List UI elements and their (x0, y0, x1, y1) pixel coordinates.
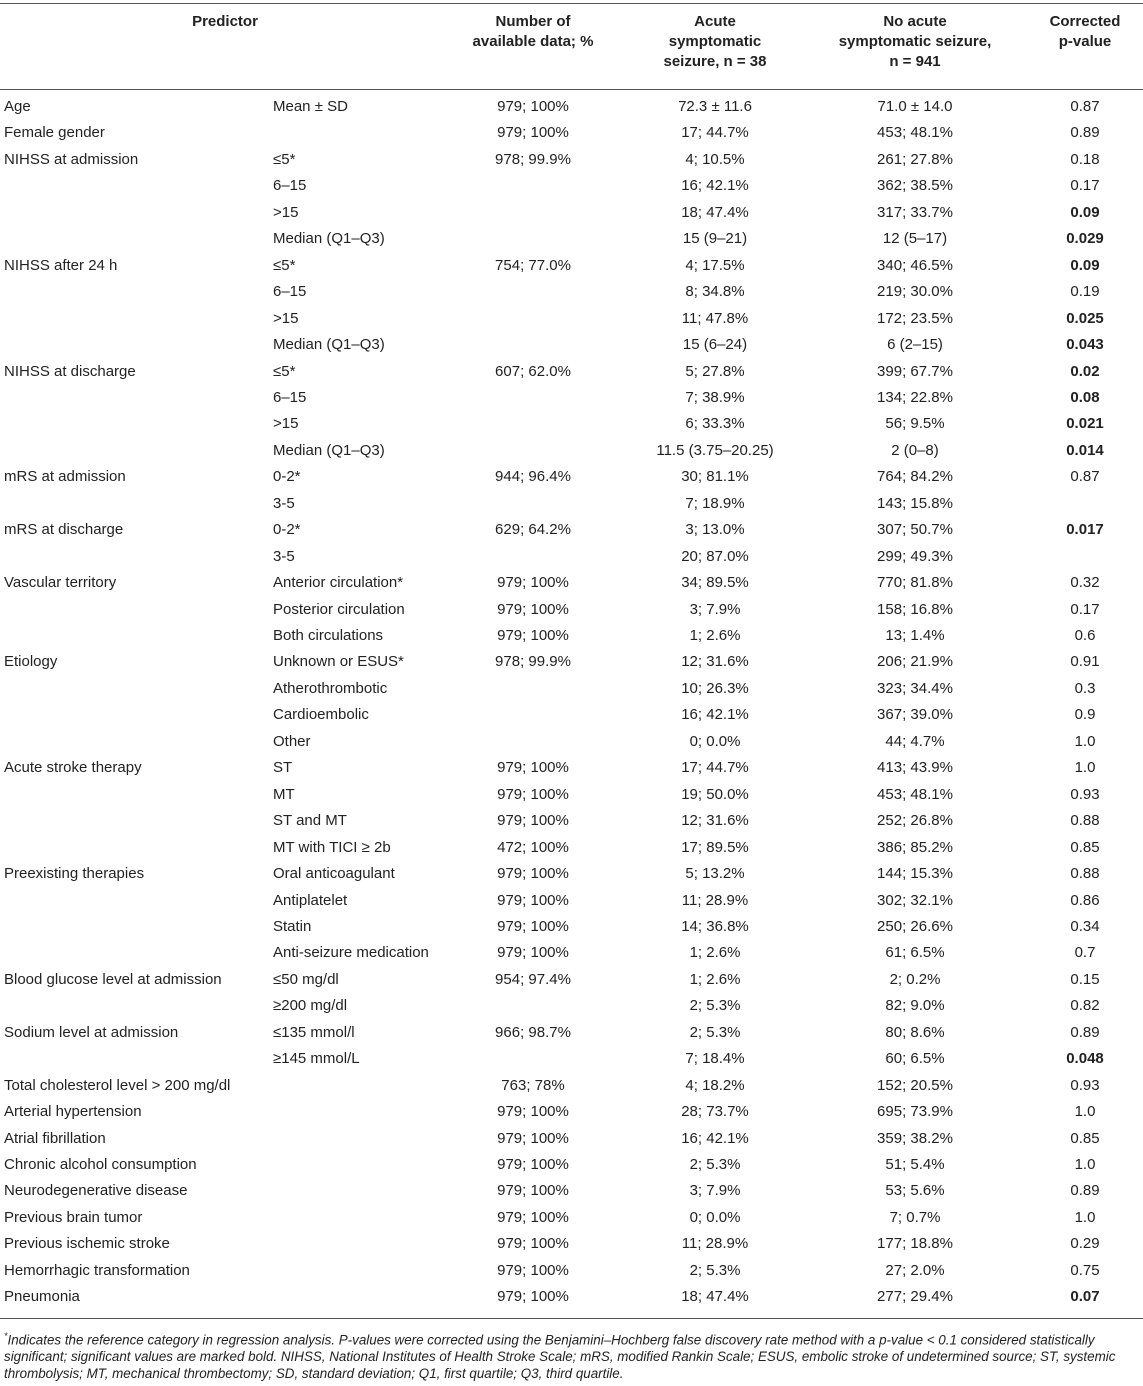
cell-pvalue: 0.17 (1070, 600, 1100, 618)
cell-category: Unknown or ESUS* (273, 653, 404, 671)
cell-acute: 3; 7.9% (689, 1182, 741, 1200)
cell-acute: 17; 44.7% (681, 759, 749, 777)
cell-category: ≤5* (273, 362, 296, 380)
cell-acute: 17; 89.5% (681, 838, 749, 856)
header-pvalue (1030, 12, 1140, 52)
table-row (0, 1076, 1143, 1102)
header-no-acute-line2: symptomatic seizure, (838, 33, 992, 50)
cell-no-acute: 453; 48.1% (877, 785, 953, 803)
cell-no-acute: 27; 2.0% (885, 1261, 945, 1279)
cell-predictor: Preexisting therapies (4, 865, 145, 883)
header-acute-line2: symptomatic (668, 33, 762, 50)
cell-predictor: Acute stroke therapy (4, 759, 142, 777)
cell-predictor: Pneumonia (4, 1288, 80, 1306)
table-row (0, 1129, 1143, 1155)
cell-category: Anti-seizure medication (273, 944, 429, 962)
cell-category: Atherothrombotic (273, 679, 388, 697)
cell-pvalue: 0.93 (1070, 1076, 1100, 1094)
cell-acute: 15 (9–21) (682, 230, 748, 248)
footnote-marker: * (4, 1331, 8, 1341)
cell-available: 979; 100% (497, 891, 569, 909)
cell-available: 979; 100% (497, 1129, 569, 1147)
cell-pvalue: 0.08 (1070, 388, 1100, 406)
table-row (0, 970, 1143, 996)
cell-no-acute: 386; 85.2% (877, 838, 953, 856)
table-row (0, 838, 1143, 864)
table-row (0, 626, 1143, 652)
table-row (0, 1261, 1143, 1287)
cell-available: 979; 100% (497, 865, 569, 883)
cell-acute: 16; 42.1% (681, 177, 749, 195)
cell-category: ≤5* (273, 150, 296, 168)
cell-pvalue: 1.0 (1074, 732, 1096, 750)
cell-predictor: Total cholesterol level > 200 mg/dl (4, 1076, 231, 1094)
table-row (0, 520, 1143, 546)
cell-no-acute: 2 (0–8) (891, 441, 939, 459)
cell-category: Median (Q1–Q3) (273, 441, 385, 459)
cell-no-acute: 219; 30.0% (877, 283, 953, 301)
cell-acute: 11.5 (3.75–20.25) (656, 441, 774, 459)
cell-pvalue: 0.88 (1070, 812, 1100, 830)
table-row (0, 1181, 1143, 1207)
table-row (0, 547, 1143, 573)
cell-pvalue: 0.025 (1066, 309, 1104, 327)
cell-pvalue: 0.82 (1070, 997, 1100, 1015)
cell-pvalue: 0.89 (1070, 124, 1100, 142)
cell-no-acute: 56; 9.5% (885, 415, 945, 433)
cell-no-acute: 399; 67.7% (877, 362, 953, 380)
table-row (0, 943, 1143, 969)
cell-no-acute: 158; 16.8% (877, 600, 953, 618)
cell-acute: 0; 0.0% (689, 1208, 741, 1226)
cell-acute: 30; 81.1% (681, 468, 749, 486)
cell-no-acute: 172; 23.5% (877, 309, 953, 327)
cell-available: 979; 100% (497, 1235, 569, 1253)
cell-available: 944; 96.4% (495, 468, 571, 486)
cell-category: 6–15 (273, 388, 307, 406)
table-row (0, 732, 1143, 758)
cell-pvalue: 0.014 (1066, 441, 1104, 459)
cell-no-acute: 82; 9.0% (885, 997, 945, 1015)
cell-predictor: Atrial fibrillation (4, 1129, 106, 1147)
table-row (0, 679, 1143, 705)
cell-category: 3-5 (273, 547, 295, 565)
cell-acute: 3; 13.0% (685, 521, 745, 539)
cell-available: 472; 100% (497, 838, 569, 856)
cell-category: Antiplatelet (273, 891, 348, 909)
table-row (0, 362, 1143, 388)
cell-predictor: NIHSS at discharge (4, 362, 136, 380)
cell-no-acute: 53; 5.6% (885, 1182, 945, 1200)
table-row (0, 1208, 1143, 1234)
cell-acute: 20; 87.0% (681, 547, 749, 565)
cell-no-acute: 51; 5.4% (885, 1156, 945, 1173)
cell-no-acute: 152; 20.5% (877, 1076, 953, 1094)
header-no-acute-line1: No acute (883, 13, 947, 30)
cell-no-acute: 362; 38.5% (877, 177, 953, 195)
table-row (0, 1155, 1143, 1181)
cell-pvalue: 0.7 (1074, 944, 1096, 962)
cell-pvalue: 0.85 (1070, 1129, 1100, 1147)
cell-acute: 18; 47.4% (681, 1288, 749, 1306)
cell-no-acute: 7; 0.7% (889, 1208, 941, 1226)
table-row (0, 97, 1143, 123)
cell-no-acute: 359; 38.2% (877, 1129, 953, 1147)
cell-pvalue: 0.029 (1066, 230, 1104, 248)
cell-no-acute: 143; 15.8% (877, 494, 953, 512)
cell-acute: 2; 5.3% (689, 1261, 741, 1279)
cell-category: Median (Q1–Q3) (273, 230, 385, 248)
cell-available: 763; 78% (501, 1076, 565, 1094)
cell-no-acute: 71.0 ± 14.0 (877, 98, 953, 115)
cell-acute: 7; 38.9% (685, 388, 745, 406)
header-predictor (150, 12, 300, 32)
cell-predictor: Arterial hypertension (4, 1103, 142, 1121)
table-row (0, 652, 1143, 678)
table-row (0, 600, 1143, 626)
cell-acute: 2; 5.3% (689, 997, 741, 1015)
table-row (0, 996, 1143, 1022)
cell-available: 979; 100% (497, 600, 569, 618)
cell-category: Median (Q1–Q3) (273, 336, 385, 354)
cell-category: >15 (273, 415, 299, 433)
table-row (0, 864, 1143, 890)
cell-predictor: Etiology (4, 653, 58, 671)
cell-available: 979; 100% (497, 917, 569, 935)
cell-no-acute: 770; 81.8% (877, 574, 953, 592)
table-row (0, 917, 1143, 943)
cell-category: 0-2* (273, 521, 301, 539)
cell-available: 979; 100% (497, 944, 569, 962)
cell-available: 979; 100% (497, 785, 569, 803)
cell-available: 979; 100% (497, 124, 569, 142)
header-no-acute (825, 12, 1005, 72)
cell-predictor: NIHSS after 24 h (4, 256, 118, 274)
cell-acute: 19; 50.0% (681, 785, 749, 803)
cell-acute: 11; 28.9% (681, 891, 749, 909)
cell-acute: 2; 5.3% (689, 1023, 741, 1041)
header-no-acute-line3: n = 941 (889, 53, 941, 70)
table-top-rule (0, 3, 1143, 4)
cell-acute: 16; 42.1% (681, 706, 749, 724)
table-row (0, 176, 1143, 202)
cell-no-acute: 206; 21.9% (877, 653, 953, 671)
cell-pvalue: 0.85 (1070, 838, 1100, 856)
cell-no-acute: 250; 26.6% (877, 917, 953, 935)
cell-acute: 16; 42.1% (681, 1129, 749, 1147)
table-bottom-rule (0, 1318, 1143, 1319)
cell-no-acute: 134; 22.8% (877, 388, 953, 406)
cell-category: 0-2* (273, 468, 301, 486)
cell-no-acute: 695; 73.9% (877, 1103, 953, 1121)
cell-category: >15 (273, 309, 299, 327)
cell-category: Both circulations (273, 627, 384, 644)
cell-category: MT with TICI ≥ 2b (273, 838, 391, 856)
cell-no-acute: 453; 48.1% (877, 124, 953, 142)
cell-pvalue: 0.29 (1070, 1235, 1100, 1253)
cell-category: ≤135 mmol/l (273, 1023, 355, 1041)
cell-available: 979; 100% (497, 1288, 569, 1306)
cell-pvalue: 0.09 (1070, 203, 1100, 221)
cell-acute: 14; 36.8% (681, 917, 749, 935)
table-row (0, 203, 1143, 229)
cell-acute: 18; 47.4% (681, 203, 749, 221)
cell-category: Oral anticoagulant (273, 865, 395, 883)
cell-acute: 1; 2.6% (689, 944, 741, 962)
cell-acute: 1; 2.6% (689, 627, 741, 644)
cell-acute: 4; 17.5% (685, 256, 745, 274)
cell-category: Posterior circulation (273, 600, 405, 618)
cell-acute: 7; 18.9% (685, 494, 745, 512)
header-bottom-rule (0, 89, 1143, 90)
cell-acute: 17; 44.7% (681, 124, 749, 142)
cell-category: MT (273, 785, 295, 803)
cell-pvalue: 0.15 (1070, 970, 1100, 988)
cell-no-acute: 302; 32.1% (877, 891, 953, 909)
cell-category: Anterior circulation* (273, 574, 404, 592)
cell-acute: 2; 5.3% (689, 1156, 741, 1173)
cell-category: >15 (273, 203, 299, 221)
cell-available: 979; 100% (497, 98, 569, 115)
cell-acute: 11; 28.9% (681, 1235, 749, 1253)
cell-acute: 0; 0.0% (689, 732, 741, 750)
table-row (0, 705, 1143, 731)
cell-pvalue: 0.09 (1070, 256, 1100, 274)
cell-acute: 28; 73.7% (681, 1103, 749, 1121)
cell-available: 979; 100% (497, 1182, 569, 1200)
cell-no-acute: 6 (2–15) (887, 336, 943, 354)
cell-acute: 11; 47.8% (681, 309, 749, 327)
cell-pvalue: 0.75 (1070, 1261, 1100, 1279)
cell-predictor: Hemorrhagic transformation (4, 1261, 190, 1279)
cell-acute: 5; 27.8% (685, 362, 745, 380)
cell-no-acute: 277; 29.4% (877, 1288, 953, 1306)
header-predictor-label: Predictor (192, 13, 258, 30)
table-row (0, 388, 1143, 414)
cell-category: ≥200 mg/dl (273, 997, 348, 1015)
header-available-line1: Number of (495, 13, 571, 30)
cell-category: ST and MT (273, 812, 347, 830)
cell-pvalue: 0.021 (1066, 415, 1104, 433)
cell-no-acute: 12 (5–17) (882, 230, 948, 248)
cell-pvalue: 0.07 (1070, 1288, 1100, 1306)
cell-pvalue: 1.0 (1074, 1208, 1096, 1226)
cell-predictor: Age (4, 98, 31, 115)
table-row (0, 811, 1143, 837)
footnote-text: Indicates the reference category in regression analysis. P-values were corrected using the Benjamini–Hochberg false discovery rate method with a p-value < 0.1 considered statistically significant; significant values are marked bold. NIHSS, National Institutes of Health Stroke Scale; mRS, modified Rankin Scale; ESUS, embolic stroke of undetermined source; ST, systemic thrombolysis; MT, mechanical thrombectomy; SD, standard deviation; Q1, first quartile; Q3, third quartile. (4, 1332, 1116, 1382)
cell-available: 978; 99.9% (495, 150, 571, 168)
cell-acute: 8; 34.8% (685, 283, 745, 301)
table-row (0, 441, 1143, 467)
cell-no-acute: 317; 33.7% (877, 203, 953, 221)
cell-category: 3-5 (273, 494, 295, 512)
cell-available: 979; 100% (497, 574, 569, 592)
cell-pvalue: 0.93 (1070, 785, 1100, 803)
table-row (0, 891, 1143, 917)
cell-pvalue: 0.017 (1066, 521, 1104, 539)
cell-category: Statin (273, 917, 312, 935)
cell-pvalue: 0.19 (1070, 283, 1100, 301)
cell-no-acute: 307; 50.7% (877, 521, 953, 539)
header-acute (640, 12, 790, 72)
cell-acute: 5; 13.2% (685, 865, 745, 883)
table-row (0, 335, 1143, 361)
cell-available: 979; 100% (497, 1103, 569, 1121)
cell-available: 954; 97.4% (495, 970, 571, 988)
cell-predictor: mRS at discharge (4, 521, 124, 539)
cell-available: 629; 64.2% (495, 521, 571, 539)
cell-pvalue: 0.91 (1070, 653, 1100, 671)
table-row (0, 758, 1143, 784)
cell-acute: 12; 31.6% (681, 653, 749, 671)
cell-no-acute: 252; 26.8% (877, 812, 953, 830)
table-row (0, 150, 1143, 176)
cell-category: ST (273, 759, 293, 777)
cell-no-acute: 44; 4.7% (885, 732, 945, 750)
cell-predictor: mRS at admission (4, 468, 126, 486)
table-row (0, 785, 1143, 811)
cell-available: 979; 100% (497, 1208, 569, 1226)
cell-no-acute: 177; 18.8% (877, 1235, 953, 1253)
cell-available: 979; 100% (497, 1156, 569, 1173)
cell-available: 979; 100% (497, 627, 569, 644)
cell-no-acute: 261; 27.8% (877, 150, 953, 168)
cell-no-acute: 61; 6.5% (885, 944, 945, 962)
cell-pvalue: 0.87 (1070, 98, 1100, 115)
header-acute-line1: Acute (694, 13, 736, 30)
cell-no-acute: 413; 43.9% (877, 759, 953, 777)
cell-acute: 4; 10.5% (685, 150, 745, 168)
cell-pvalue: 0.6 (1074, 627, 1096, 644)
table-row (0, 573, 1143, 599)
cell-predictor: Sodium level at admission (4, 1023, 179, 1041)
cell-acute: 1; 2.6% (689, 970, 741, 988)
cell-pvalue: 1.0 (1074, 1156, 1096, 1173)
cell-pvalue: 0.88 (1070, 865, 1100, 883)
table-row (0, 1023, 1143, 1049)
header-available (458, 12, 608, 52)
cell-category: Other (273, 732, 311, 750)
cell-predictor: NIHSS at admission (4, 150, 139, 168)
cell-pvalue: 0.18 (1070, 150, 1100, 168)
cell-predictor: Chronic alcohol consumption (4, 1156, 197, 1173)
cell-category: 6–15 (273, 283, 307, 301)
cell-category: Cardioembolic (273, 706, 369, 724)
cell-predictor: Vascular territory (4, 574, 117, 592)
header-pvalue-line2: p-value (1058, 33, 1112, 50)
cell-category: Mean ± SD (273, 98, 348, 115)
cell-predictor: Blood glucose level at admission (4, 970, 222, 988)
cell-pvalue: 0.048 (1066, 1050, 1104, 1068)
cell-pvalue: 0.02 (1070, 362, 1100, 380)
cell-pvalue: 0.3 (1074, 679, 1096, 697)
table-row (0, 309, 1143, 335)
table-row (0, 282, 1143, 308)
table-row (0, 1102, 1143, 1128)
cell-no-acute: 367; 39.0% (877, 706, 953, 724)
header-acute-line3: seizure, n = 38 (663, 53, 767, 70)
header-pvalue-line1: Corrected (1049, 13, 1121, 30)
cell-pvalue: 0.9 (1074, 706, 1096, 724)
cell-category: 6–15 (273, 177, 307, 195)
table-row (0, 256, 1143, 282)
cell-no-acute: 323; 34.4% (877, 679, 953, 697)
cell-predictor: Neurodegenerative disease (4, 1182, 188, 1200)
cell-predictor: Previous brain tumor (4, 1208, 143, 1226)
cell-pvalue: 0.32 (1070, 574, 1100, 592)
cell-category: ≥145 mmol/L (273, 1050, 360, 1068)
cell-pvalue: 1.0 (1074, 1103, 1096, 1121)
header-available-line2: available data; % (472, 33, 594, 50)
cell-pvalue: 0.34 (1070, 917, 1100, 935)
cell-available: 754; 77.0% (495, 256, 571, 274)
cell-no-acute: 13; 1.4% (885, 627, 945, 644)
cell-no-acute: 299; 49.3% (877, 547, 953, 565)
cell-no-acute: 60; 6.5% (885, 1050, 945, 1068)
cell-available: 979; 100% (497, 1261, 569, 1279)
cell-acute: 72.3 ± 11.6 (678, 98, 752, 115)
table-row (0, 123, 1143, 149)
cell-acute: 10; 26.3% (681, 679, 749, 697)
cell-available: 966; 98.7% (495, 1023, 571, 1041)
table-row (0, 467, 1143, 493)
table-row (0, 229, 1143, 255)
table-row (0, 1049, 1143, 1075)
cell-acute: 12; 31.6% (681, 812, 749, 830)
table-row (0, 414, 1143, 440)
table-row (0, 1234, 1143, 1260)
cell-no-acute: 80; 8.6% (885, 1023, 945, 1041)
cell-available: 979; 100% (497, 812, 569, 830)
cell-pvalue: 1.0 (1074, 759, 1096, 777)
table-row (0, 1287, 1143, 1313)
cell-no-acute: 2; 0.2% (889, 970, 941, 988)
cell-pvalue: 0.89 (1070, 1182, 1100, 1200)
cell-no-acute: 144; 15.3% (877, 865, 953, 883)
cell-pvalue: 0.87 (1070, 468, 1100, 486)
table-footnote (4, 1328, 1139, 1382)
cell-pvalue: 0.043 (1066, 336, 1104, 354)
cell-available: 607; 62.0% (495, 362, 571, 380)
cell-acute: 3; 7.9% (689, 600, 741, 618)
cell-acute: 34; 89.5% (681, 574, 749, 592)
cell-pvalue: 0.89 (1070, 1023, 1100, 1041)
cell-category: ≤5* (273, 256, 296, 274)
cell-available: 978; 99.9% (495, 653, 571, 671)
cell-predictor: Previous ischemic stroke (4, 1235, 170, 1253)
table-row (0, 494, 1143, 520)
cell-no-acute: 764; 84.2% (877, 468, 953, 486)
cell-category: ≤50 mg/dl (273, 970, 339, 988)
cell-acute: 15 (6–24) (682, 336, 748, 354)
cell-pvalue: 0.17 (1070, 177, 1100, 195)
cell-predictor: Female gender (4, 124, 105, 142)
cell-acute: 6; 33.3% (685, 415, 745, 433)
cell-acute: 7; 18.4% (685, 1050, 745, 1068)
cell-pvalue: 0.86 (1070, 891, 1100, 909)
cell-available: 979; 100% (497, 759, 569, 777)
cell-no-acute: 340; 46.5% (877, 256, 953, 274)
cell-acute: 4; 18.2% (685, 1076, 745, 1094)
